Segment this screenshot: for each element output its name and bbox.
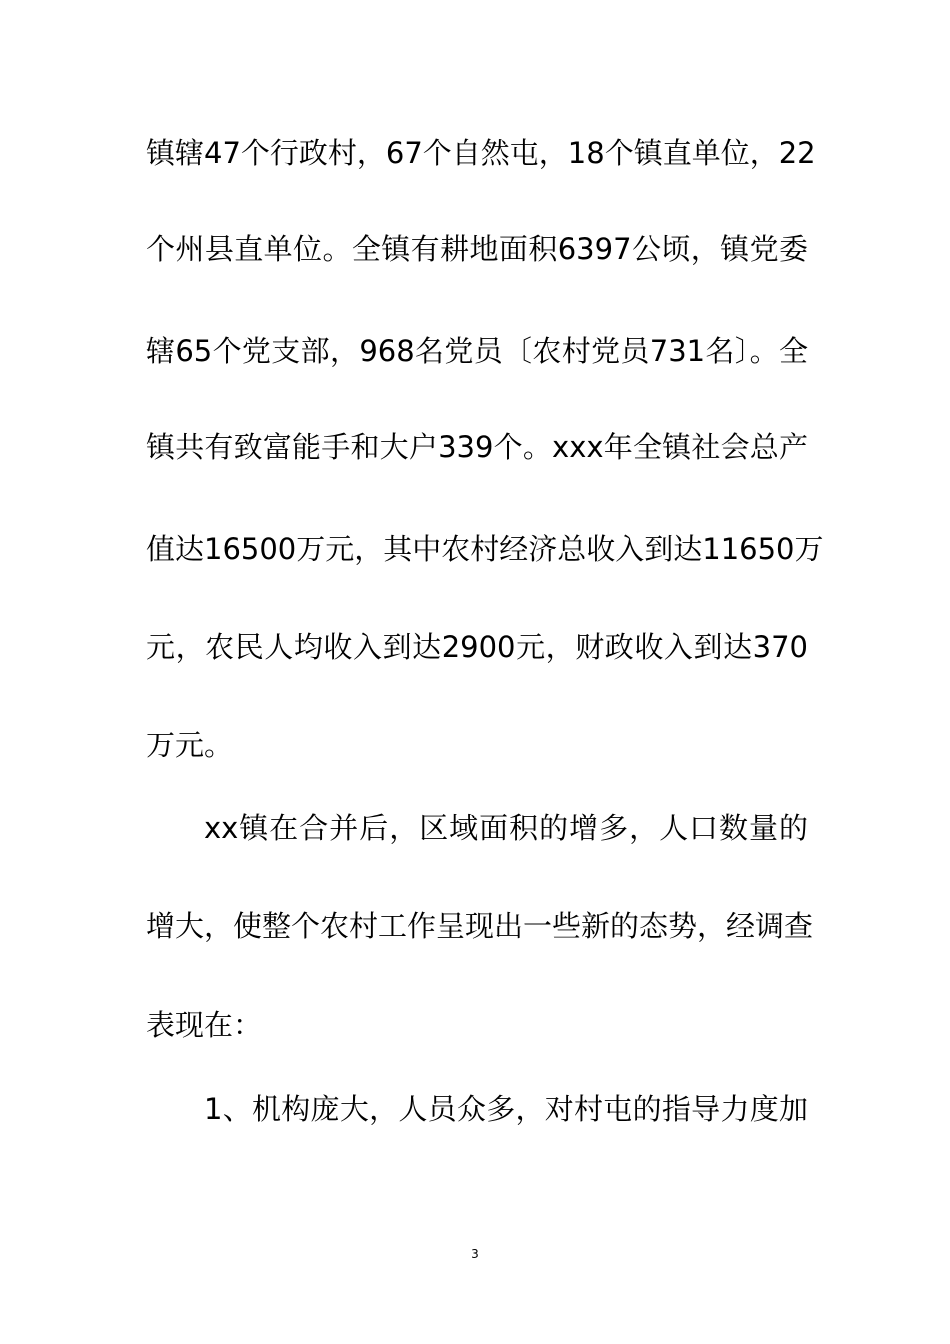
text-line: 值达16500万元，其中农村经济总收入到达11650万 (146, 532, 824, 566)
text-line: 表现在： (146, 1008, 263, 1042)
page-number: 3 (471, 1247, 479, 1261)
text-line: 万元。 (146, 728, 234, 762)
text-line: 镇共有致富能手和大户339个。xxx年全镇社会总产 (146, 430, 808, 464)
text-line: 镇辖47个行政村，67个自然屯，18个镇直单位，22 (146, 136, 816, 170)
text-line: 辖65个党支部，968名党员〔农村党员731名〕。全 (146, 334, 808, 368)
text-line: 增大，使整个农村工作呈现出一些新的态势，经调查 (146, 909, 814, 943)
text-line: 元，农民人均收入到达2900元，财政收入到达370 (146, 630, 808, 664)
list-item-first-line: 1、机构庞大，人员众多，对村屯的指导力度加 (204, 1092, 808, 1126)
paragraph-first-line: xx镇在合并后，区域面积的增多，人口数量的 (204, 811, 808, 845)
text-line: 个州县直单位。全镇有耕地面积6397公顷，镇党委 (146, 232, 808, 266)
